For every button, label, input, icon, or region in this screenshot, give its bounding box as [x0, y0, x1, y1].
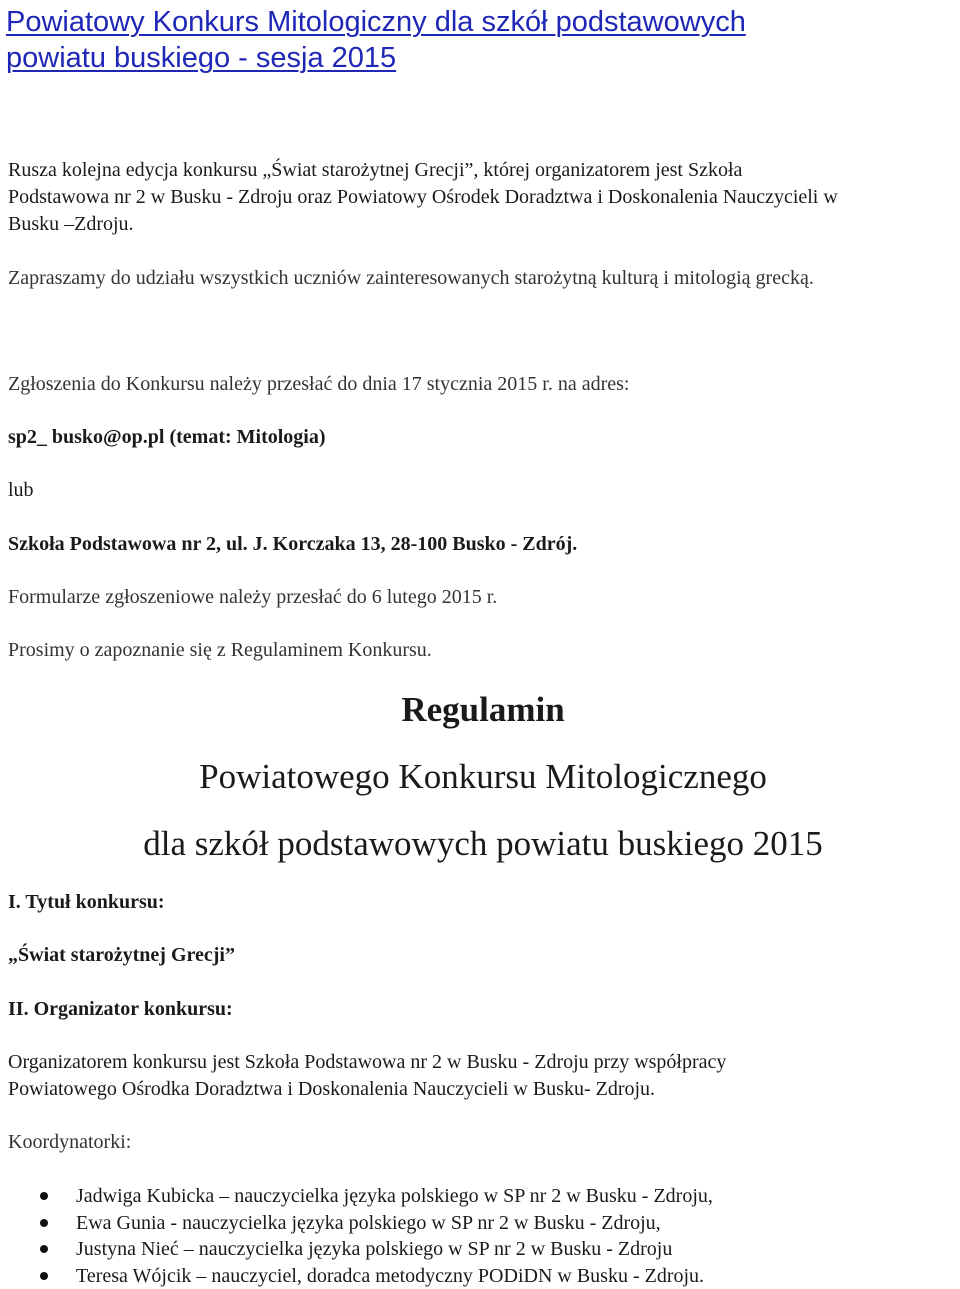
section-1-value: „Świat starożytnej Grecji”	[8, 942, 235, 969]
page-title-line-2[interactable]: powiatu buskiego - sesja 2015	[6, 40, 946, 76]
intro-line-1: Rusza kolejna edycja konkursu „Świat starożytnej Grecji”, której organizatorem jest Szkoła	[8, 157, 742, 184]
section-2-text-line-1: Organizatorem konkursu jest Szkoła Podstawowa nr 2 w Busku - Zdroju przy współpracy	[8, 1049, 726, 1076]
coordinator-name: Jadwiga Kubicka – nauczycielka języka polskiego w SP nr 2 w Busku - Zdroju,	[76, 1185, 713, 1207]
or-word: lub	[8, 477, 34, 504]
rules-request: Prosimy o zapoznanie się z Regulaminem Konkursu.	[8, 637, 432, 664]
coordinators-label: Koordynatorki:	[8, 1129, 131, 1156]
coordinator-name: Justyna Nieć – nauczycielka języka polskiego w SP nr 2 w Busku - Zdroju	[76, 1238, 672, 1260]
bullet-icon	[40, 1192, 48, 1200]
bullet-icon	[40, 1245, 48, 1253]
invite-text: Zapraszamy do udziału wszystkich uczniów zainteresowanych starożytną kulturą i mitologią grecką.	[8, 265, 814, 292]
section-2-label: II. Organizator konkursu:	[8, 996, 233, 1023]
page-title-line-1[interactable]: Powiatowy Konkurs Mitologiczny dla szkół podstawowych	[6, 4, 946, 40]
regulations-subheading-1: Powiatowego Konkursu Mitologicznego	[0, 757, 960, 797]
coordinator-name: Teresa Wójcik – nauczyciel, doradca metodyczny PODiDN w Busku - Zdroju.	[76, 1265, 704, 1287]
section-1-label: I. Tytuł konkursu:	[8, 889, 165, 916]
list-item	[0, 1183, 713, 1210]
email-address[interactable]: sp2_ busko@op.pl	[8, 426, 164, 448]
deadline-text: Zgłoszenia do Konkursu należy przesłać do dnia 17 stycznia 2015 r. na adres:	[8, 371, 629, 398]
bullet-icon	[40, 1219, 48, 1227]
intro-line-2: Podstawowa nr 2 w Busku - Zdroju oraz Powiatowy Ośrodek Doradztwa i Doskonalenia Nauczycieli w	[8, 184, 838, 211]
list-item	[0, 1236, 713, 1263]
intro-line-3: Busku –Zdroju.	[8, 211, 134, 238]
coordinators-list	[0, 1183, 713, 1289]
bullet-icon	[40, 1272, 48, 1280]
coordinator-name: Ewa Gunia - nauczycielka języka polskiego w SP nr 2 w Busku - Zdroju,	[76, 1212, 661, 1234]
forms-deadline: Formularze zgłoszeniowe należy przesłać do 6 lutego 2015 r.	[8, 584, 497, 611]
list-item	[0, 1210, 713, 1237]
email-line	[8, 424, 326, 451]
postal-address: Szkoła Podstawowa nr 2, ul. J. Korczaka 13, 28-100 Busko - Zdrój.	[8, 531, 577, 558]
page-title[interactable]	[6, 4, 946, 76]
regulations-heading: Regulamin	[0, 690, 960, 730]
regulations-subheading-2: dla szkół podstawowych powiatu buskiego 2015	[0, 824, 960, 864]
email-subject-note: (temat: Mitologia)	[169, 426, 325, 448]
list-item	[0, 1263, 713, 1289]
section-2-text-line-2: Powiatowego Ośrodka Doradztwa i Doskonalenia Nauczycieli w Busku- Zdroju.	[8, 1076, 655, 1103]
